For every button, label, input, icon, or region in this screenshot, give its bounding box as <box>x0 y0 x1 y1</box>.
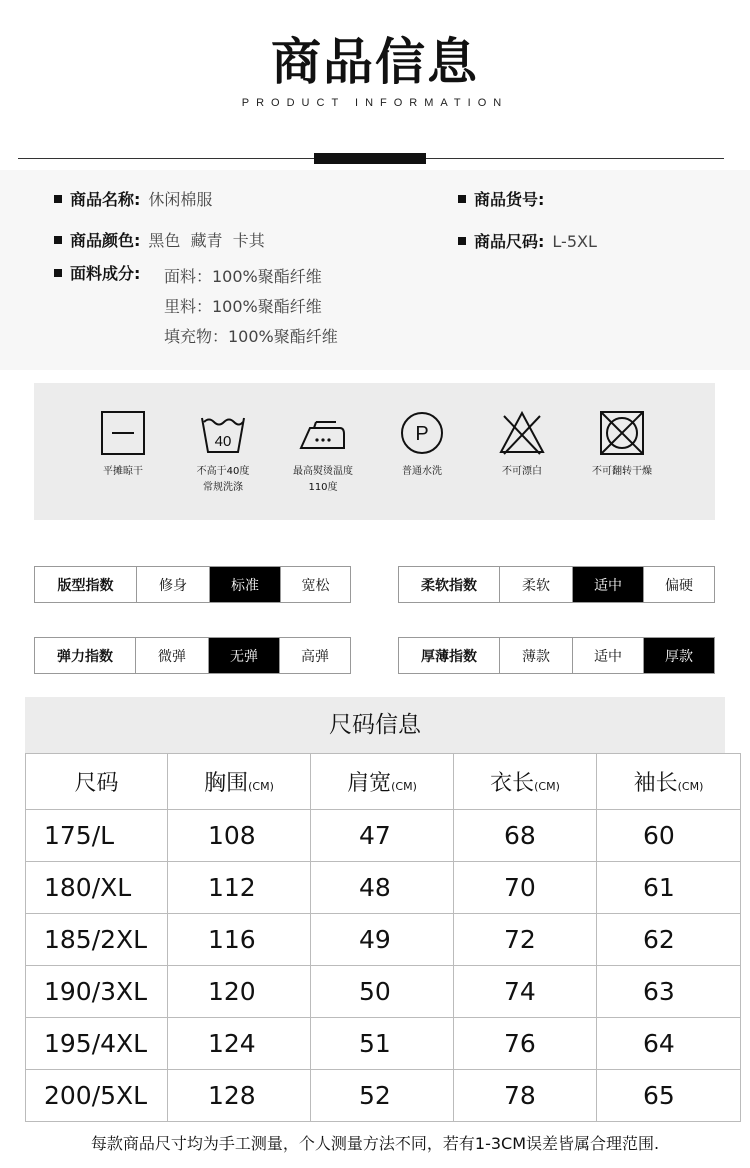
softness-option: 偏硬 <box>643 567 714 602</box>
stretch-option: 高弹 <box>279 638 350 673</box>
fit-option: 修身 <box>136 567 209 602</box>
shoulder-cell: 47 <box>311 810 454 862</box>
dry-clean-letter: P <box>415 423 429 445</box>
info-fabric-key: 面料成分: <box>70 264 141 283</box>
care-label: 平摊晾干 <box>103 466 143 477</box>
care-label: 最高熨烫温度 110度 <box>293 466 353 493</box>
column-header-unit: (CM) <box>534 780 560 793</box>
page-subtitle: PRODUCT INFORMATION <box>241 97 509 109</box>
stretch-index <box>34 637 351 674</box>
no-bleach-icon <box>498 410 546 456</box>
softness-index-label: 柔软指数 <box>421 577 477 594</box>
chest-cell: 112 <box>168 862 311 914</box>
chest-cell: 120 <box>168 966 311 1018</box>
no-tumble-dry-icon <box>599 410 645 456</box>
chest-cell: 124 <box>168 1018 311 1070</box>
care-item <box>367 410 477 480</box>
chest-cell: 116 <box>168 914 311 966</box>
info-color-value: 黑色 藏青 卡其 <box>148 231 265 250</box>
sleeve-cell: 62 <box>597 914 741 966</box>
info-size-row <box>458 232 597 252</box>
care-item <box>168 410 278 496</box>
thickness-option: 薄款 <box>499 638 572 673</box>
care-item <box>467 410 577 480</box>
shoulder-cell: 49 <box>311 914 454 966</box>
sleeve-cell: 65 <box>597 1070 741 1122</box>
info-sku-key: 商品货号: <box>474 190 545 209</box>
thickness-option: 厚款 <box>643 638 714 673</box>
info-size-key: 商品尺码: <box>474 232 545 251</box>
stretch-option: 无弹 <box>208 638 279 673</box>
table-row <box>26 1070 741 1122</box>
length-cell: 70 <box>454 862 597 914</box>
info-color-row <box>54 231 265 251</box>
care-label: 普通水洗 <box>402 466 442 477</box>
fit-index <box>34 566 351 603</box>
sleeve-cell: 63 <box>597 966 741 1018</box>
info-size-value: L-5XL <box>552 232 597 251</box>
care-item <box>567 410 677 480</box>
chest-cell: 128 <box>168 1070 311 1122</box>
measurement-note: 每款商品尺寸均为手工测量，个人测量方法不同，若有1-3CM误差皆属合理范围. <box>90 1134 660 1153</box>
page-title: 商品信息 <box>271 33 479 91</box>
sleeve-cell: 60 <box>597 810 741 862</box>
care-label: 不高于40度 常规洗涤 <box>196 466 250 493</box>
table-row <box>26 914 741 966</box>
chest-cell: 108 <box>168 810 311 862</box>
size-chart-title: 尺码信息 <box>25 697 725 753</box>
table-row <box>26 966 741 1018</box>
wash-40-icon <box>199 410 247 456</box>
fabric-line: 面料：100%聚酯纤维 <box>164 267 322 286</box>
stretch-option: 微弹 <box>135 638 208 673</box>
column-header-unit: (CM) <box>391 780 417 793</box>
info-color-key: 商品颜色: <box>70 231 141 250</box>
length-cell: 76 <box>454 1018 597 1070</box>
info-name-key: 商品名称: <box>70 190 141 209</box>
bullet-icon <box>54 269 62 277</box>
size-chart <box>25 697 725 1122</box>
thickness-option: 适中 <box>572 638 643 673</box>
column-header-label: 肩宽 <box>347 771 392 796</box>
column-header <box>26 754 168 810</box>
table-row <box>26 1018 741 1070</box>
bullet-icon <box>458 237 466 245</box>
dry-clean-p-icon <box>399 410 445 456</box>
thickness-index <box>398 637 715 674</box>
length-cell: 74 <box>454 966 597 1018</box>
thickness-index-label: 厚薄指数 <box>421 648 477 665</box>
flat-dry-icon <box>100 410 146 456</box>
shoulder-cell: 51 <box>311 1018 454 1070</box>
info-fabric-row <box>54 264 140 284</box>
column-header-label: 胸围 <box>204 771 249 796</box>
column-header <box>454 754 597 810</box>
care-item <box>68 410 178 480</box>
sleeve-cell: 61 <box>597 862 741 914</box>
column-header-unit: (CM) <box>248 780 274 793</box>
size-cell: 195/4XL <box>26 1018 168 1070</box>
softness-option: 适中 <box>572 567 643 602</box>
size-table <box>25 753 741 1122</box>
iron-icon <box>298 410 348 456</box>
shoulder-cell: 50 <box>311 966 454 1018</box>
info-name-value: 休闲棉服 <box>148 190 213 209</box>
sleeve-cell: 64 <box>597 1018 741 1070</box>
fit-index-label: 版型指数 <box>57 577 114 594</box>
size-cell: 200/5XL <box>26 1070 168 1122</box>
care-label: 不可翻转干燥 <box>592 466 652 477</box>
size-cell: 175/L <box>26 810 168 862</box>
size-cell: 185/2XL <box>26 914 168 966</box>
fabric-line: 填充物：100%聚酯纤维 <box>164 327 338 346</box>
bullet-icon <box>54 236 62 244</box>
column-header-label: 尺码 <box>74 771 119 796</box>
length-cell: 68 <box>454 810 597 862</box>
care-item <box>268 410 378 496</box>
fit-option: 标准 <box>209 567 280 602</box>
size-cell: 190/3XL <box>26 966 168 1018</box>
size-cell: 180/XL <box>26 862 168 914</box>
table-row <box>26 810 741 862</box>
column-header <box>311 754 454 810</box>
stretch-index-label: 弹力指数 <box>57 648 113 665</box>
length-cell: 78 <box>454 1070 597 1122</box>
care-label: 不可漂白 <box>502 466 542 477</box>
softness-option: 柔软 <box>499 567 572 602</box>
column-header-unit: (CM) <box>677 780 704 793</box>
bullet-icon <box>54 195 62 203</box>
shoulder-cell: 48 <box>311 862 454 914</box>
column-header <box>597 754 741 810</box>
divider-accent <box>314 153 426 164</box>
care-instructions-panel <box>34 383 715 520</box>
table-row <box>26 862 741 914</box>
wash-temperature: 40 <box>214 433 232 450</box>
fabric-line: 里料：100%聚酯纤维 <box>164 297 322 316</box>
length-cell: 72 <box>454 914 597 966</box>
column-header-label: 衣长 <box>490 771 535 796</box>
column-header-label: 袖长 <box>633 771 678 796</box>
shoulder-cell: 52 <box>311 1070 454 1122</box>
bullet-icon <box>458 195 466 203</box>
fit-option: 宽松 <box>280 567 350 602</box>
size-table-header-row <box>26 754 741 810</box>
softness-index <box>398 566 715 603</box>
info-sku-row <box>458 190 552 210</box>
column-header <box>168 754 311 810</box>
info-name-row <box>54 190 212 210</box>
